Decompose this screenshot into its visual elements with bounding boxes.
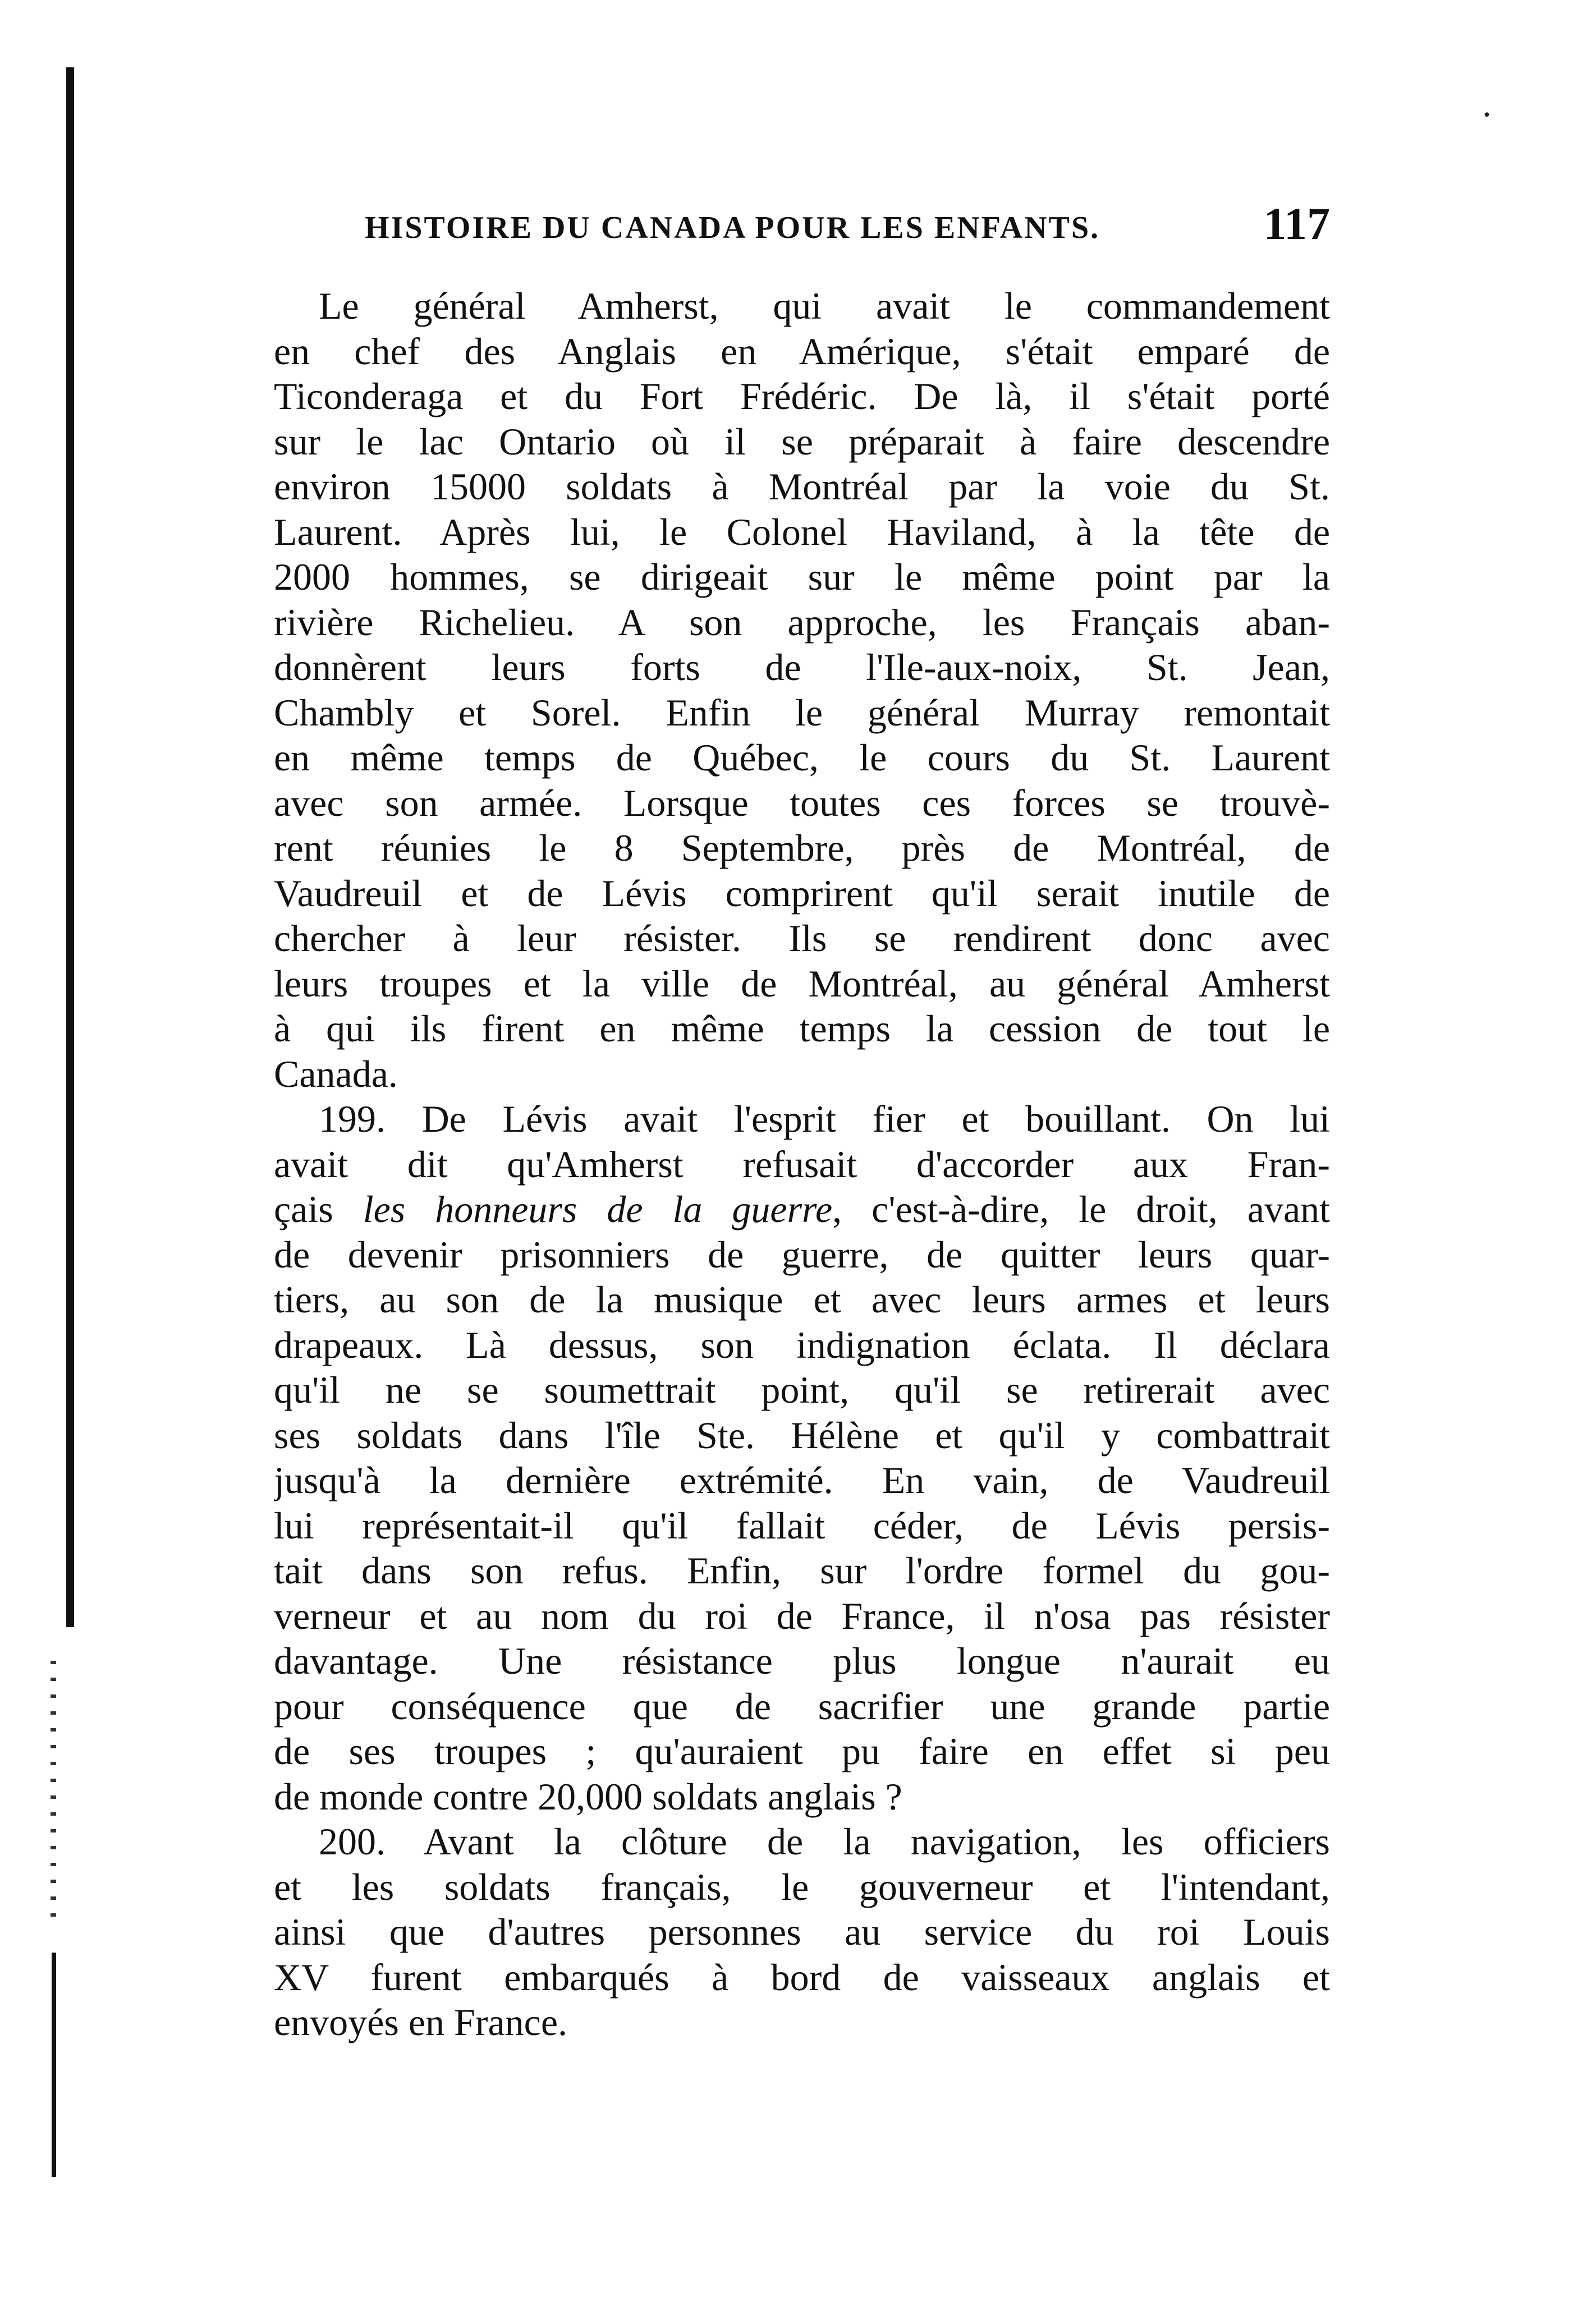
italic-phrase: les honneurs de la guerre (363, 1188, 833, 1230)
text-line: lui représentait-il qu'il fallait céder, de Lévis persis- (274, 1504, 1330, 1547)
text-line: drapeaux. Là dessus, son indignation éclata. Il déclara (274, 1323, 1330, 1366)
text-line: de devenir prisonniers de guerre, de quitter leurs quar- (274, 1233, 1330, 1276)
text-line: Laurent. Après lui, le Colonel Haviland, à la tête de (274, 510, 1330, 553)
text-line: pour conséquence que de sacrifier une grande partie (274, 1684, 1330, 1728)
text-line: et les soldats français, le gouverneur et l'intendant, (274, 1865, 1330, 1908)
text-line: Vaudreuil et de Lévis comprirent qu'il serait inutile de (274, 871, 1330, 915)
text-line: Canada. (274, 1052, 398, 1095)
text-line: environ 15000 soldats à Montréal par la voie du St. (274, 465, 1330, 508)
text-line: chercher à leur résister. Ils se rendirent donc avec (274, 917, 1330, 959)
text-line: XV furent embarqués à bord de vaisseaux anglais et (274, 1955, 1330, 1999)
text-line: 199. De Lévis avait l'esprit fier et bouillant. On lui (319, 1097, 1330, 1140)
text-line: jusqu'à la dernière extrémité. En vain, de Vaudreuil (274, 1459, 1330, 1501)
text-line: leurs troupes et la ville de Montréal, au général Amherst (274, 962, 1330, 1005)
page-number: 117 (1263, 198, 1330, 249)
text-line: envoyés en France. (274, 2001, 568, 2043)
running-title: HISTOIRE DU CANADA POUR LES ENFANTS. (365, 210, 1100, 245)
text-line: 200. Avant la clôture de la navigation, les officiers (319, 1820, 1330, 1863)
text-line: davantage. Une résistance plus longue n'aurait eu (274, 1639, 1330, 1682)
text-line: qu'il ne se soumettrait point, qu'il se retirerait avec (274, 1368, 1330, 1411)
text-line (274, 1187, 1330, 1232)
page-header (365, 198, 1330, 259)
text-line: 2000 hommes, se dirigeait sur le même point par la (274, 555, 1330, 598)
text-line: tiers, au son de la musique et avec leurs armes et leurs (274, 1278, 1330, 1321)
text-line: Ticonderaga et du Fort Frédéric. De là, il s'était porté (274, 375, 1330, 417)
text-line: rivière Richelieu. A son approche, les Français aban- (274, 600, 1330, 644)
text-line: ses soldats dans l'île Ste. Hélène et qu'il y combattrait (274, 1413, 1330, 1457)
body-text (274, 283, 1330, 2045)
binding-edge-dots (51, 1661, 56, 1930)
text-line: en chef des Anglais en Amérique, s'était emparé de (274, 329, 1330, 373)
text-line: à qui ils firent en même temps la cession de tout le (274, 1007, 1330, 1050)
text-line: de ses troupes ; qu'auraient pu faire en effet si peu (274, 1730, 1330, 1772)
text-line: Le général Amherst, qui avait le commandement (319, 284, 1330, 327)
text-line: en même temps de Québec, le cours du St. Laurent (274, 736, 1330, 779)
text-line: avec son armée. Lorsque toutes ces forces se trouvè- (274, 781, 1330, 824)
ink-speck: · (1481, 95, 1493, 135)
text-line: sur le lac Ontario où il se préparait à faire descendre (274, 420, 1330, 463)
text-segment: çais (274, 1188, 363, 1230)
text-line: Chambly et Sorel. Enfin le général Murray remontait (274, 691, 1330, 734)
text-line: de monde contre 20,000 soldats anglais ? (274, 1775, 902, 1818)
text-segment: , c'est-à-dire, le droit, avant (832, 1188, 1330, 1230)
binding-edge-line (66, 67, 74, 1627)
binding-edge-line-lower (52, 1953, 56, 2177)
text-line: donnèrent leurs forts de l'Ile-aux-noix, St. Jean, (274, 646, 1330, 688)
text-line: rent réunies le 8 Septembre, près de Montréal, de (274, 826, 1330, 869)
text-line: verneur et au nom du roi de France, il n'osa pas résister (274, 1594, 1330, 1637)
text-line: avait dit qu'Amherst refusait d'accorder aux Fran- (274, 1142, 1330, 1186)
text-line: tait dans son refus. Enfin, sur l'ordre formel du gou- (274, 1549, 1330, 1592)
text-line: ainsi que d'autres personnes au service du roi Louis (274, 1910, 1330, 1953)
